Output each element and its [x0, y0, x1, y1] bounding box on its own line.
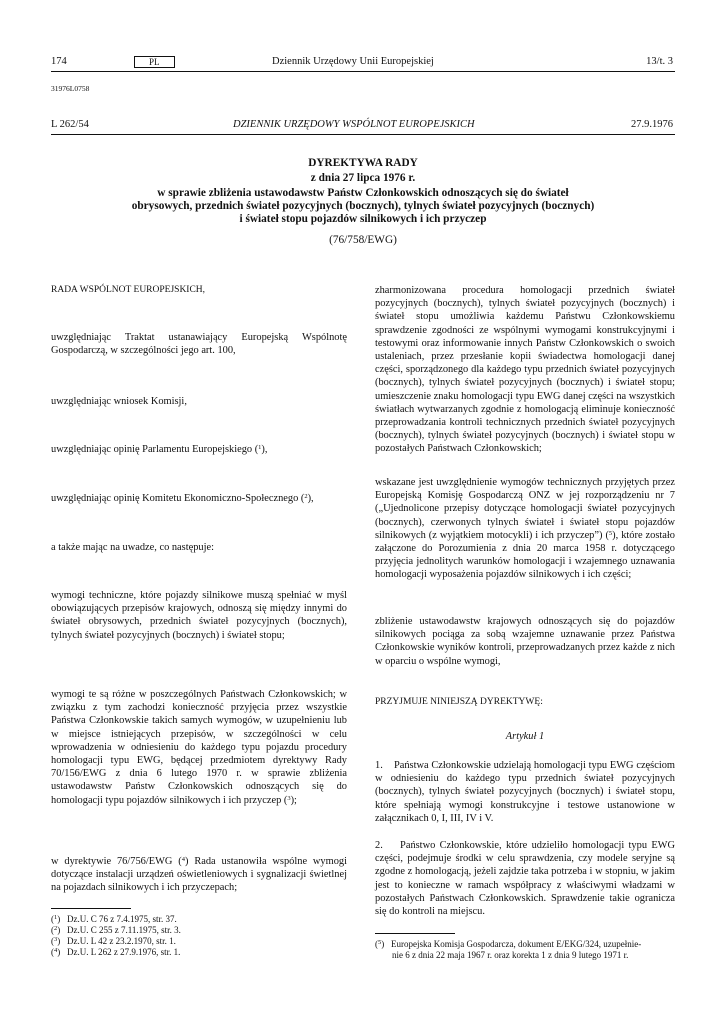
title-subject-line-1: w sprawie zbliżenia ustawodawstw Państw Członkowskich odnoszących się do świateł: [157, 187, 569, 199]
footnote-ref-1[interactable]: 1: [258, 444, 262, 451]
language-badge: PL: [134, 56, 175, 68]
footnote-5-number: 5: [378, 939, 382, 946]
recital-5-text: wskazane jest uwzględnienie wymogów technicznych przyjętych przez Europejską Komisję Gospodarczą ONZ w jej rozporządzeniu nr 7 („Ujednolicone przepisy dotyczące homologacji świateł pozycyjnych (bocznych), czerwonych tylnych świateł i świateł stopu pojazdów silnikowych (z wyjątkiem motocykli) i ich przyczep”) (: [375, 477, 675, 541]
enacting-formula: [375, 696, 675, 709]
footnote-rule-right: [375, 933, 455, 934]
footnote-5-text-line-1: Europejska Komisja Gospodarcza, dokument E/EKG/324, uzupełnie-: [391, 939, 642, 949]
footnote-ref-5[interactable]: 5: [608, 529, 613, 537]
recital-1-text: wymogi techniczne, które pojazdy silnikowe muszą spełniać w myśl obowiązujących przepisów krajowych, odnoszą się między innymi do świateł obrysowych, przednich świateł pozycyjnych (bocznych), tylnych świateł pozycyjnych (bocznych) i świateł stopu;: [51, 590, 347, 641]
directive-number: (76/758/EWG): [329, 234, 397, 246]
footnote-3-text: Dz.U. L 42 z 23.2.1970, str. 1.: [67, 936, 176, 946]
footnote-4-number: 4: [54, 947, 58, 954]
footnote-2: ($^2$) Dz.U. C 255 z 7.11.1975, str. 3.: [51, 925, 181, 935]
footnote-1-number: 1: [54, 914, 58, 921]
whereas-intro-text: a także mając na uwadze, co następuje:: [51, 542, 214, 553]
recital-5-end: ), które zostało załączone do Porozumienia z dnia 20 marca 1958 r. dotyczącego przyjęcia jednolitych warunków homologacji i wzajemnego uznawania homologacji wyposażenia pojazdów silnikowych i ich części;: [375, 529, 675, 581]
article-heading: [375, 730, 675, 743]
article-1-paragraph-2: [375, 839, 678, 918]
recital-1: [51, 589, 347, 642]
oj-journal-name: DZIENNIK URZĘDOWY WSPÓLNOT EUROPEJSKICH: [233, 119, 475, 130]
recital-esc-text: uwzględniając opinię Komitetu Ekonomiczno-Społecznego (: [51, 493, 305, 504]
footnote-2-number: 2: [54, 925, 58, 932]
footnote-2-text: Dz.U. C 255 z 7.11.1975, str. 3.: [67, 925, 181, 935]
footnote-5: ($^5$) Europejska Komisja Gospodarcza, dokument E/EKG/324, uzupełnie- nie 6 z dnia 22 maja 1967 r. oraz korekta 1 z dnia 9 lutego 1971 r.: [375, 939, 642, 960]
recital-2-text: wymogi te są różne w poszczególnych Państwach Członkowskich; w związku z tym zachodzi konieczność przyjęcia przez wszystkie Państwa Członkowskie takich samych wymogów, w uzupełnieniu lub w miejsce istniejących przepisów, w szczególności w celu wprowadzenia w odniesieniu do każdego typu pojazdu procedury homologacji typu EWG, będącej przedmiotem dyrektywy Rady 70/156/EWG z dnia 6 lutego 1970 r. w sprawie zbliżenia ustawodawstw Państw Członkowskich odnoszących się do homologacji typu pojazdów silnikowych i ich przyczep (: [51, 689, 347, 806]
document-title: [51, 157, 675, 247]
article-1-title: Artykuł 1: [505, 731, 545, 742]
header-rule: [51, 71, 675, 72]
recital-4: [375, 284, 675, 456]
title-directive: DYREKTYWA RADY: [308, 157, 418, 169]
recital-3: [51, 855, 347, 895]
recital-parliament-end: ),: [261, 444, 268, 455]
footnote-1-text: Dz.U. C 76 z 7.4.1975, str. 37.: [67, 914, 177, 924]
recital-esc: [51, 492, 347, 505]
recital-3-end: ) Rada ustanowiła wspólne wymogi dotyczące instalacji urządzeń oświetleniowych i sygnalizacji świetlnej na pojazdach silnikowych i ich przyczepach;: [51, 856, 347, 894]
title-subject-line-3: i świateł stopu pojazdów silnikowych i ich przyczep: [239, 213, 487, 225]
recital-esc-end: ),: [307, 493, 314, 504]
footnote-1: ($^1$) Dz.U. C 76 z 7.4.1975, str. 37.: [51, 914, 177, 924]
article-1-paragraph-1-text: 1. Państwa Członkowskie udzielają homologacji typu EWG częściom w odniesieniu do każdego typu przednich świateł pozycyjnych (bocznych), tylnych świateł pozycyjnych (bocznych) i świateł stopu, które spełniają wymogi konstrukcyjne i testowe ustanowione w załącznikach 0, I, III, IV i V.: [375, 760, 678, 824]
recital-2-end: );: [290, 794, 297, 806]
recital-6-text: zbliżenie ustawodawstw krajowych odnoszących się do pojazdów silnikowych pociąga za sobą wzajemne uznawanie przez Państwa Członkowskie wyników kontroli, przeprowadzanych przez każde z nich w oparciu o wspólne wymogi,: [375, 616, 675, 667]
recital-treaty-text: uwzględniając Traktat ustanawiający Europejską Wspólnotę Gospodarczą, w szczególności jego art. 100,: [51, 332, 347, 357]
recital-2: [51, 688, 347, 807]
celex-number: 31976L0758: [51, 84, 90, 93]
footnote-4: ($^4$) Dz.U. L 262 z 27.9.1976, str. 1.: [51, 947, 181, 957]
volume-ref: 13/t. 3: [646, 56, 673, 67]
footnotes-left: [51, 914, 181, 958]
oj-header-rule: [51, 134, 675, 135]
footnote-3-number: 3: [54, 936, 58, 943]
footnote-4-text: Dz.U. L 262 z 27.9.1976, str. 1.: [67, 947, 181, 957]
oj-reference: L 262/54: [51, 119, 89, 130]
title-date: z dnia 27 lipca 1976 r.: [310, 172, 416, 184]
recital-6: [375, 615, 675, 668]
footnote-ref-2[interactable]: 2: [304, 493, 308, 500]
article-1-paragraph-2-text: 2. Państwo Członkowskie, które udzieliło homologacji typu EWG części, podejmuje środki w celu sprawdzenia, czy modele seryjne są zgodne z homologacją, jeżeli zajdzie taka potrzeba i w stopniu, w jakim jest to konieczne w ramach współpracy z właściwymi władzami w pozostałych Państwach Członkowskich. Sprawdzenie takie ogranicza się do kontroli na miejscu.: [375, 840, 678, 918]
left-column: [51, 284, 347, 297]
recital-4-text: zharmonizowana procedura homologacji przednich świateł pozycyjnych (bocznych), tylnych świateł pozycyjnych (bocznych) i świateł stopu umożliwia każdemu Państwu Członkowskiemu sprawdzenie zgodności ze wspólnymi wymogami konstrukcyjnymi i testowymi oraz informowanie innych Państw Członkowskich o swoich ustaleniach, przez przesłanie kopii świadectwa homologacji danej części, sporządzonego dla każdego typu przednich świateł pozycyjnych (bocznych), tylnych świateł pozycyjnych (bocznych) i świateł stopu; umieszczenie znaku homologacji typu EWG danej części na wszystkich światłach wytwarzanych zgodnie z homologacją eliminuje konieczność przeprowadzania kontroli technicznych przednich świateł pozycyjnych (bocznych), tylnych świateł pozycyjnych (bocznych) i świateł stopu w pozostałych Państwach Członkowskich;: [375, 285, 675, 455]
footnote-ref-4[interactable]: 4: [181, 856, 185, 863]
recital-commission-text: uwzględniając wniosek Komisji,: [51, 396, 187, 407]
title-subject-line-2: obrysowych, przednich świateł pozycyjnych (bocznych), tylnych świateł pozycyjnych (bocznych): [131, 200, 595, 212]
recital-5: [375, 476, 675, 582]
oj-date: 27.9.1976: [631, 119, 673, 130]
footnote-3: ($^3$) Dz.U. L 42 z 23.2.1970, str. 1.: [51, 936, 176, 946]
article-1-paragraph-1: [375, 759, 678, 825]
page-number: 174: [51, 56, 67, 67]
footnote-5-text-line-2: nie 6 z dnia 22 maja 1967 r. oraz korekta 1 z dnia 9 lutego 1971 r.: [392, 950, 629, 960]
footnote-ref-3[interactable]: 3: [287, 794, 291, 802]
enacting-formula-text: PRZYJMUJE NINIEJSZĄ DYREKTYWĘ:: [375, 697, 543, 707]
recital-commission: [51, 395, 347, 408]
journal-name: Dziennik Urzędowy Unii Europejskiej: [272, 56, 434, 67]
recital-parliament-text: uwzględniając opinię Parlamentu Europejskiego (: [51, 444, 259, 455]
recital-3-text: w dyrektywie 76/756/EWG (: [51, 856, 182, 867]
council-heading: RADA WSPÓLNOT EUROPEJSKICH,: [51, 285, 206, 295]
whereas-intro: [51, 541, 347, 554]
recital-treaty: [51, 331, 347, 357]
footnote-rule-left: [51, 908, 131, 909]
recital-parliament: [51, 443, 347, 456]
